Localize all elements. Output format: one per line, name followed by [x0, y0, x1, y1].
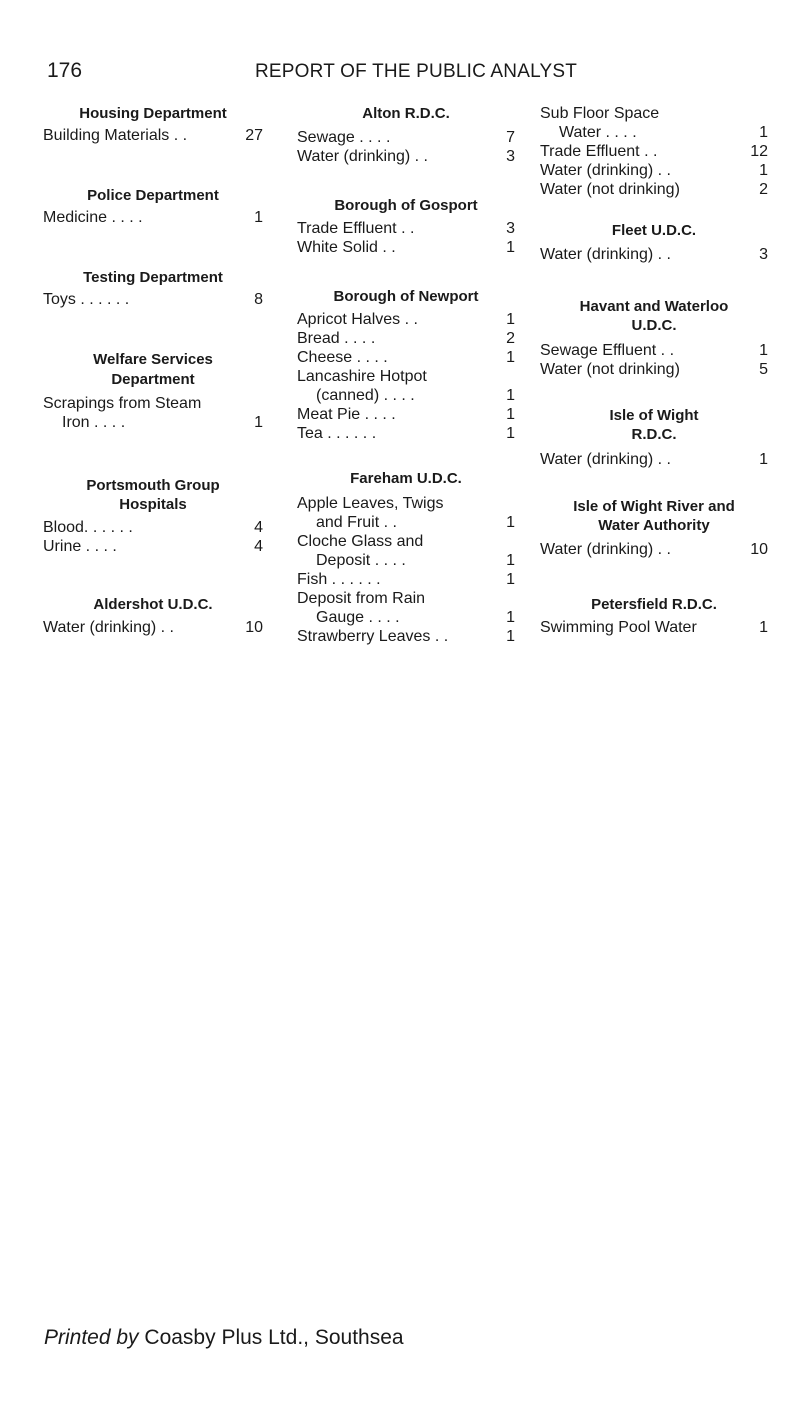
- item-count: 10: [750, 541, 768, 558]
- section-heading-line: Portsmouth Group: [86, 477, 220, 494]
- item-label: Medicine . . . .: [43, 209, 143, 226]
- list-item: [297, 329, 515, 348]
- item-label: Cloche Glass and: [297, 533, 424, 550]
- item-label: Lancashire Hotpot: [297, 368, 427, 385]
- list-item: [297, 405, 515, 424]
- item-count: 3: [506, 220, 515, 237]
- section-heading-line: Isle of Wight River and: [573, 498, 735, 515]
- item-label: Water (drinking) . .: [540, 541, 671, 558]
- list-item: [43, 290, 263, 309]
- item-label: Urine . . . .: [43, 538, 117, 555]
- item-count: 1: [254, 414, 263, 431]
- section-heading: Alton R.D.C.: [362, 105, 450, 122]
- list-item: [297, 128, 515, 147]
- list-item: [43, 518, 263, 537]
- section-heading: Borough of Newport: [333, 288, 479, 305]
- section-heading: Aldershot U.D.C.: [93, 596, 213, 613]
- section-heading-line: Hospitals: [119, 496, 187, 513]
- section-heading-line: Welfare Services: [93, 351, 213, 368]
- item-count: 1: [254, 209, 263, 226]
- item-label: Water . . . .: [559, 124, 637, 141]
- list-item: [297, 627, 515, 646]
- list-item: [297, 147, 515, 166]
- section-heading: Housing Department: [79, 105, 227, 122]
- item-label: Water (not drinking): [540, 181, 680, 198]
- item-count: 1: [759, 342, 768, 359]
- item-label: Water (drinking) . .: [297, 148, 428, 165]
- list-item: [540, 341, 768, 360]
- section-heading-line: Water Authority: [598, 517, 710, 534]
- list-item: [43, 618, 263, 637]
- list-item: [540, 450, 768, 469]
- item-count: 1: [506, 239, 515, 256]
- item-label: Scrapings from Steam: [43, 395, 202, 412]
- list-item: [297, 532, 515, 551]
- item-label: Meat Pie . . . .: [297, 406, 396, 423]
- item-label: Water (drinking) . .: [43, 619, 174, 636]
- item-count: 2: [506, 330, 515, 347]
- item-count: 1: [506, 514, 515, 531]
- list-item: [297, 589, 515, 608]
- item-count: 27: [245, 127, 263, 144]
- item-label: Swimming Pool Water: [540, 619, 697, 636]
- item-count: 1: [506, 425, 515, 442]
- item-count: 1: [759, 162, 768, 179]
- item-label: Sewage . . . .: [297, 129, 391, 146]
- list-item: [297, 424, 515, 443]
- list-item: [43, 394, 263, 413]
- list-item-continuation: [297, 608, 515, 627]
- item-label: Apple Leaves, Twigs: [297, 495, 444, 512]
- item-label: Water (drinking) . .: [540, 451, 671, 468]
- item-count: 1: [506, 609, 515, 626]
- list-item: [297, 570, 515, 589]
- section-heading-line: Isle of Wight: [609, 407, 699, 424]
- item-count: 1: [506, 406, 515, 423]
- section-heading-line: U.D.C.: [631, 317, 677, 334]
- item-label: Gauge . . . .: [316, 609, 400, 626]
- running-head: REPORT OF THE PUBLIC ANALYST: [255, 61, 578, 82]
- item-label: Sewage Effluent . .: [540, 342, 675, 359]
- item-label: Tea . . . . . .: [297, 425, 377, 442]
- list-item: [297, 348, 515, 367]
- section-heading: Fleet U.D.C.: [611, 222, 697, 239]
- section-heading-line: R.D.C.: [631, 426, 677, 443]
- item-label: White Solid . .: [297, 239, 396, 256]
- item-label: Iron . . . .: [62, 414, 126, 431]
- item-count: 10: [245, 619, 263, 636]
- list-item: [540, 180, 768, 199]
- list-item: [540, 161, 768, 180]
- item-label: Deposit . . . .: [316, 552, 406, 569]
- item-count: 1: [759, 451, 768, 468]
- section-heading: Petersfield R.D.C.: [591, 596, 717, 613]
- item-label: Bread . . . .: [297, 330, 376, 347]
- item-count: 1: [506, 349, 515, 366]
- printed-by-label: Printed by: [44, 1326, 139, 1349]
- item-count: 1: [506, 571, 515, 588]
- item-label: Fish . . . . . .: [297, 571, 381, 588]
- printer-name: Coasby Plus Ltd., Southsea: [144, 1326, 404, 1349]
- list-item: [43, 537, 263, 556]
- item-label: Cheese . . . .: [297, 349, 388, 366]
- item-count: 1: [759, 619, 768, 636]
- item-count: 3: [759, 246, 768, 263]
- item-count: 1: [759, 124, 768, 141]
- item-count: 1: [506, 311, 515, 328]
- list-item-continuation: [297, 551, 515, 570]
- list-item: [540, 245, 768, 264]
- item-label: Deposit from Rain: [297, 590, 426, 607]
- page-number: 176: [47, 59, 83, 82]
- section-heading-line: Department: [111, 371, 195, 388]
- list-item: [43, 126, 263, 145]
- item-count: 8: [254, 291, 263, 308]
- list-item: [43, 208, 263, 227]
- list-item: [297, 367, 515, 386]
- list-item-continuation: [297, 513, 515, 532]
- list-item-continuation: [297, 386, 515, 405]
- list-item: [540, 360, 768, 379]
- list-item-continuation: [540, 123, 768, 142]
- item-count: 4: [254, 538, 263, 555]
- item-count: 1: [506, 628, 515, 645]
- item-label: Building Materials . .: [43, 127, 188, 144]
- list-item: [540, 618, 768, 637]
- section-heading: Borough of Gosport: [334, 197, 478, 214]
- item-count: 1: [506, 387, 515, 404]
- list-item: [540, 104, 768, 123]
- list-item: [297, 494, 515, 513]
- printer-imprint: [44, 1326, 404, 1350]
- item-count: 1: [506, 552, 515, 569]
- list-item: [540, 142, 768, 161]
- item-label: Trade Effluent . .: [540, 143, 658, 160]
- item-label: Apricot Halves . .: [297, 311, 418, 328]
- item-label: Blood. . . . . .: [43, 519, 133, 536]
- section-heading: Testing Department: [83, 269, 223, 286]
- item-label: and Fruit . .: [316, 514, 397, 531]
- item-label: Toys . . . . . .: [43, 291, 130, 308]
- list-item: [297, 310, 515, 329]
- item-count: 2: [759, 181, 768, 198]
- item-label: Trade Effluent . .: [297, 220, 415, 237]
- item-label: Strawberry Leaves . .: [297, 628, 449, 645]
- item-count: 3: [506, 148, 515, 165]
- item-label: Water (drinking) . .: [540, 246, 671, 263]
- list-item: [540, 540, 768, 559]
- item-label: Water (drinking) . .: [540, 162, 671, 179]
- item-label: Sub Floor Space: [540, 105, 660, 122]
- item-count: 7: [506, 129, 515, 146]
- section-heading: Police Department: [87, 187, 219, 204]
- list-item-continuation: [43, 413, 263, 432]
- item-label: Water (not drinking): [540, 361, 680, 378]
- list-item: [297, 219, 515, 238]
- item-count: 5: [759, 361, 768, 378]
- list-item: [297, 238, 515, 257]
- item-label: (canned) . . . .: [316, 387, 415, 404]
- section-heading: Fareham U.D.C.: [350, 470, 462, 487]
- section-heading-line: Havant and Waterloo: [579, 298, 729, 315]
- item-count: 12: [750, 143, 768, 160]
- item-count: 4: [254, 519, 263, 536]
